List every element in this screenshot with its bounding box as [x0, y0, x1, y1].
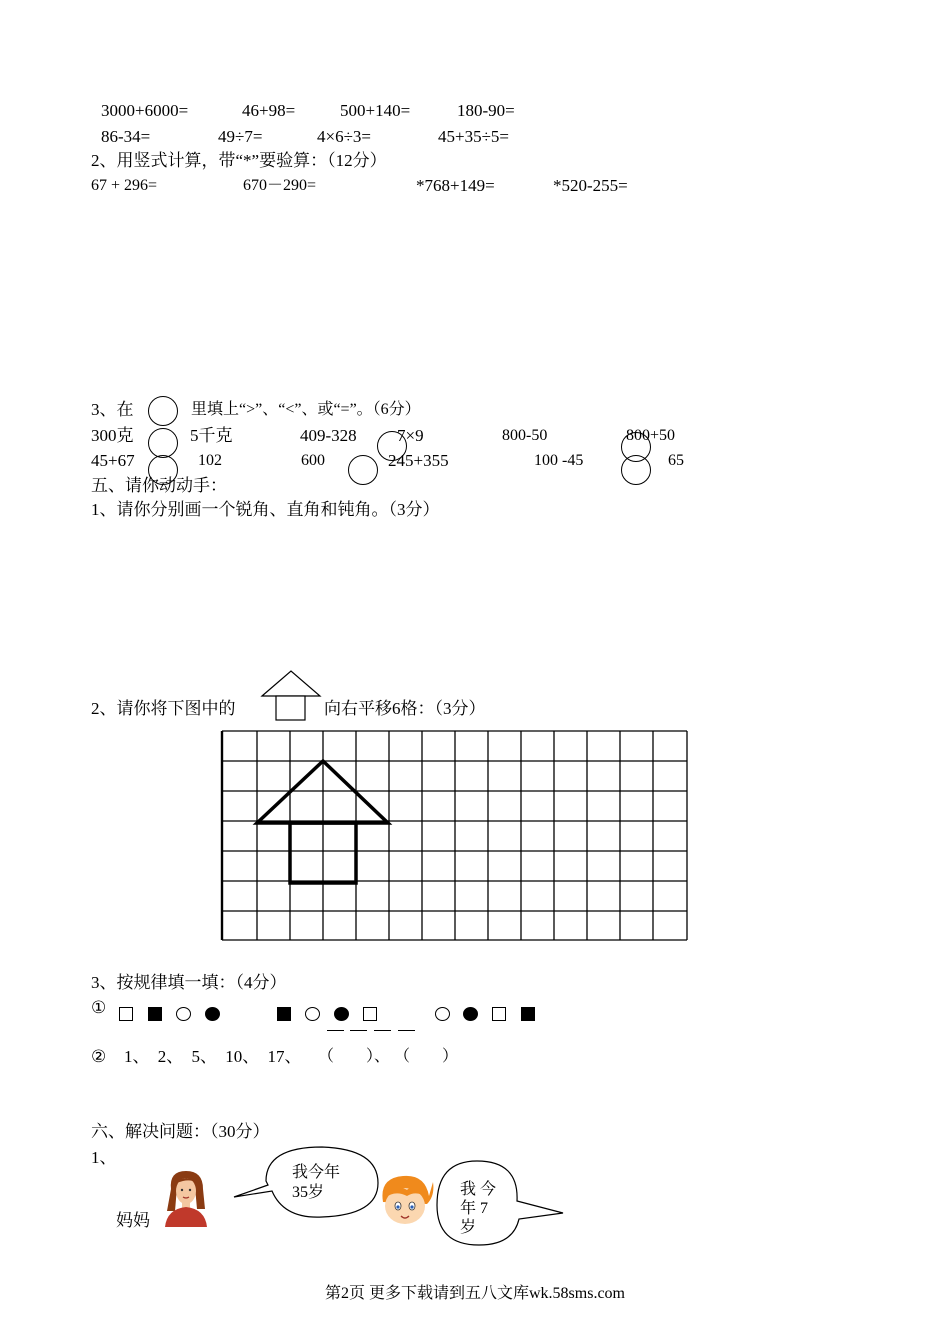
calc-8: 45+35÷5=: [438, 127, 510, 146]
sequence1-label: ①: [91, 998, 107, 1017]
sequence2-blanks[interactable]: （ ）、 （ ）: [318, 1048, 459, 1065]
compare-a2: 409-328: [300, 426, 357, 445]
filled-square-icon: [521, 1007, 535, 1021]
calc-6: 49÷7=: [218, 127, 263, 146]
vertical-calc-4: *520-255=: [553, 176, 628, 195]
answer-blank[interactable]: [350, 1030, 367, 1031]
compare-b4: 102: [198, 452, 222, 469]
compare-circle-5[interactable]: [348, 455, 378, 485]
hollow-square-icon: [119, 1007, 133, 1021]
hollow-circle-icon: [435, 1007, 450, 1021]
mom-bubble-line1: 我今年: [292, 1164, 341, 1181]
child-bubble-line3: 岁: [460, 1219, 477, 1236]
section3-heading-prefix: 3、在: [91, 400, 134, 419]
section6-heading: 六、解决问题：（30分）: [91, 1122, 270, 1141]
calc-5: 86-34=: [101, 127, 151, 146]
compare-b3: 800+50: [626, 427, 676, 444]
filled-circle-icon: [334, 1007, 349, 1021]
calc-1: 3000+6000=: [101, 101, 189, 120]
hollow-circle-icon: [176, 1007, 191, 1021]
compare-a4: 45+67: [91, 451, 135, 470]
answer-blank[interactable]: [374, 1030, 391, 1031]
section5-q2-prefix: 2、请你将下图中的: [91, 699, 236, 718]
filled-square-icon: [148, 1007, 162, 1021]
compare-circle-example: [148, 396, 178, 426]
calc-7: 4×6÷3=: [317, 127, 372, 146]
sequence2-label: ②: [91, 1047, 107, 1066]
compare-b5: 245+355: [388, 451, 449, 470]
house-icon: [261, 670, 323, 724]
mom-bubble-line2: 35岁: [292, 1184, 325, 1201]
section6-q1-label: 1、: [91, 1148, 117, 1167]
page-footer: 第2页 更多下载请到五八文库wk.58sms.com: [324, 1285, 625, 1302]
compare-b2: 7×9: [397, 426, 424, 445]
filled-circle-icon: [463, 1007, 478, 1021]
translation-grid: [220, 730, 690, 942]
compare-circle-1[interactable]: [148, 428, 178, 458]
compare-a3: 800-50: [502, 427, 548, 444]
child-bubble-line1: 我 今: [460, 1181, 497, 1198]
calc-3: 500+140=: [340, 101, 411, 120]
filled-circle-icon: [205, 1007, 220, 1021]
compare-b6: 65: [668, 452, 684, 469]
mom-label: 妈妈: [116, 1211, 150, 1230]
filled-square-icon: [277, 1007, 291, 1021]
section5-heading: 五、请你动动手：: [91, 476, 227, 495]
compare-a6: 100 -45: [534, 452, 584, 469]
mother-portrait-icon: [161, 1169, 211, 1227]
hollow-square-icon: [363, 1007, 377, 1021]
calc-4: 180-90=: [457, 101, 515, 120]
calc-2: 46+98=: [242, 101, 296, 120]
vertical-calc-1: 67 + 296=: [91, 177, 158, 194]
section5-q2-suffix: 向右平移6格：（3分）: [324, 699, 486, 718]
sequence2-values: 1、 2、 5、 10、 17、: [124, 1047, 302, 1066]
compare-a1: 300克: [91, 426, 134, 445]
vertical-calc-2: 670－290=: [243, 177, 317, 194]
compare-a5: 600: [301, 452, 325, 469]
vertical-calc-3: *768+149=: [416, 176, 495, 195]
compare-circle-6[interactable]: [621, 455, 651, 485]
section5-q1: 1、请你分别画一个锐角、直角和钝角。（3分）: [91, 500, 440, 519]
compare-b1: 5千克: [190, 426, 233, 445]
section5-q3: 3、按规律填一填：（4分）: [91, 973, 287, 992]
answer-blank[interactable]: [327, 1030, 344, 1031]
hollow-square-icon: [492, 1007, 506, 1021]
section3-heading-suffix: 里填上“>”、“<”、或“=”。（6分）: [191, 401, 421, 418]
hollow-circle-icon: [305, 1007, 320, 1021]
answer-blank[interactable]: [398, 1030, 415, 1031]
child-cartoon-icon: [377, 1172, 435, 1230]
section2-heading: 2、用竖式计算，带“*”要验算：（12分）: [91, 151, 387, 170]
child-speech-bubble: [433, 1157, 568, 1257]
child-bubble-line2: 年 7: [460, 1200, 489, 1217]
